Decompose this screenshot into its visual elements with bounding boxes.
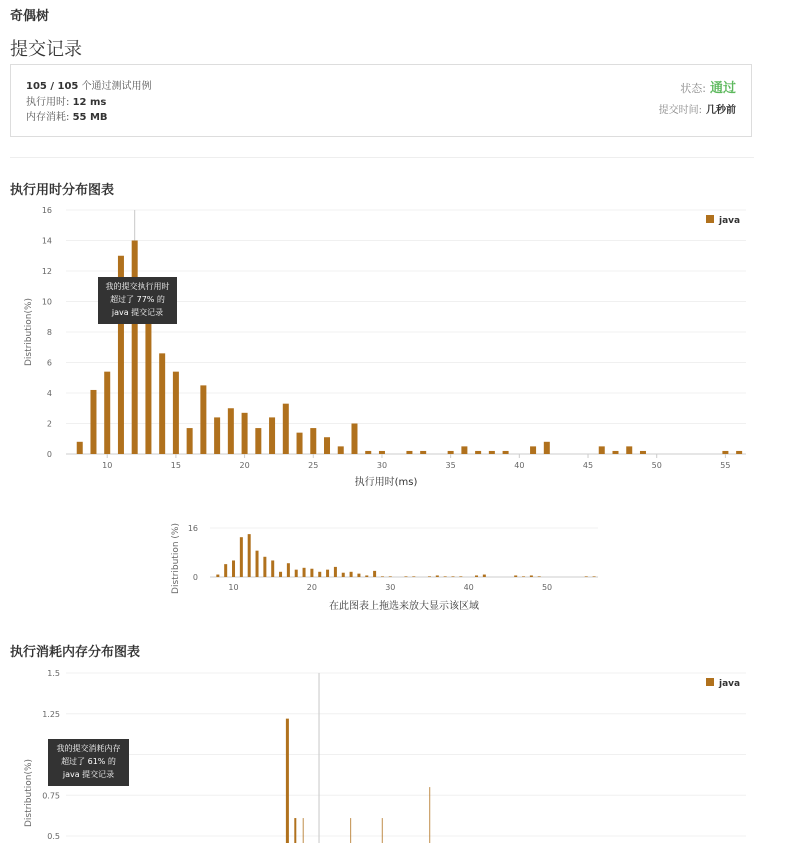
bar bbox=[436, 575, 439, 577]
memory-label: 内存消耗: bbox=[26, 112, 70, 123]
bar bbox=[334, 567, 337, 577]
submission-summary bbox=[10, 64, 752, 137]
x-tick-label: 25 bbox=[308, 461, 319, 470]
x-tick-label: 35 bbox=[445, 461, 456, 470]
runtime-tooltip-line: 超过了 77% 的 bbox=[110, 295, 165, 304]
x-tick-label: 55 bbox=[720, 461, 731, 470]
y-tick-label: 12 bbox=[41, 267, 52, 276]
bar bbox=[216, 575, 219, 577]
bar bbox=[404, 576, 407, 577]
memory-value: 55 MB bbox=[72, 112, 108, 123]
bar bbox=[318, 572, 321, 577]
bar bbox=[303, 568, 306, 577]
x-tick-label: 40 bbox=[514, 461, 525, 470]
bar bbox=[287, 563, 290, 577]
bar bbox=[389, 576, 392, 577]
bar bbox=[324, 437, 330, 454]
y-tick-label: 10 bbox=[41, 297, 52, 307]
bar bbox=[451, 576, 454, 577]
y-tick-label: 0 bbox=[46, 450, 52, 459]
y-tick-label: 8 bbox=[46, 328, 52, 337]
y-tick-label: 0.75 bbox=[42, 791, 60, 801]
bar bbox=[242, 413, 248, 454]
bar bbox=[475, 451, 481, 454]
memory-tooltip-line: 我的提交消耗内存 bbox=[56, 744, 121, 753]
runtime-tooltip-line: 我的提交执行用时 bbox=[105, 282, 170, 291]
bar bbox=[475, 575, 478, 577]
status-label: 状态: bbox=[680, 82, 706, 95]
bar bbox=[255, 428, 261, 454]
bar bbox=[350, 818, 351, 843]
bar bbox=[722, 451, 728, 454]
y-axis-label: Distribution(%) bbox=[24, 297, 34, 367]
bar bbox=[294, 818, 296, 843]
runtime-distribution-chart[interactable] bbox=[0, 200, 790, 500]
bar bbox=[461, 446, 467, 454]
bar bbox=[522, 576, 525, 577]
bar bbox=[286, 719, 289, 843]
bar bbox=[145, 323, 151, 454]
y-tick-label: 2 bbox=[46, 419, 52, 429]
x-tick-label: 45 bbox=[582, 461, 594, 470]
bar bbox=[599, 446, 605, 454]
bar bbox=[357, 574, 360, 577]
bar bbox=[530, 575, 533, 577]
runtime-tooltip bbox=[98, 277, 177, 324]
bar bbox=[444, 576, 447, 577]
bar bbox=[132, 241, 138, 455]
bar bbox=[228, 408, 234, 454]
divider bbox=[10, 157, 754, 158]
bar bbox=[626, 446, 632, 454]
y-tick-label: 6 bbox=[46, 358, 52, 368]
bar bbox=[382, 818, 383, 843]
bar bbox=[365, 451, 371, 454]
bar bbox=[240, 537, 243, 577]
memory-tooltip-line: java 提交记录 bbox=[62, 770, 115, 779]
y-tick-label: 1.25 bbox=[42, 709, 60, 719]
bar bbox=[159, 353, 165, 454]
x-tick-label: 15 bbox=[170, 461, 181, 470]
memory-tooltip bbox=[48, 739, 129, 786]
x-tick-label: 20 bbox=[306, 583, 317, 592]
bar bbox=[379, 451, 385, 454]
bar bbox=[612, 451, 618, 454]
x-tick-label: 20 bbox=[239, 461, 250, 470]
x-tick-label: 30 bbox=[376, 461, 388, 470]
x-tick-label: 50 bbox=[651, 461, 662, 470]
y-tick-label: 4 bbox=[46, 389, 52, 398]
bar bbox=[269, 417, 275, 454]
tests-suffix: 个通过测试用例 bbox=[81, 81, 152, 92]
bar bbox=[429, 787, 430, 843]
bar bbox=[593, 576, 596, 577]
bar bbox=[224, 564, 227, 577]
bar bbox=[104, 372, 110, 454]
bar bbox=[736, 451, 742, 454]
x-tick-label: 10 bbox=[228, 583, 239, 592]
bar bbox=[77, 442, 83, 454]
runtime-row bbox=[26, 93, 106, 108]
runtime-chart-title: 执行用时分布图表 bbox=[10, 183, 115, 198]
section-title: 提交记录 bbox=[10, 39, 82, 60]
bar bbox=[428, 576, 431, 577]
bar bbox=[279, 572, 282, 577]
bar bbox=[448, 451, 454, 454]
bar bbox=[214, 417, 220, 454]
bar bbox=[342, 573, 345, 577]
bar bbox=[489, 451, 495, 454]
y-tick-label: 16 bbox=[41, 206, 52, 215]
bar bbox=[351, 424, 357, 455]
bar bbox=[256, 551, 259, 577]
memory-tooltip-line: 超过了 61% 的 bbox=[61, 757, 116, 766]
bar bbox=[503, 451, 509, 454]
bar bbox=[338, 446, 344, 454]
bar bbox=[263, 557, 266, 577]
submit-time-row bbox=[659, 101, 736, 116]
status-row bbox=[680, 77, 736, 96]
bar bbox=[297, 433, 303, 454]
y-tick-label: 16 bbox=[187, 524, 198, 533]
legend-swatch bbox=[706, 678, 714, 686]
bar bbox=[538, 576, 541, 577]
legend-label: java bbox=[719, 679, 741, 689]
x-tick-label: 50 bbox=[541, 583, 553, 592]
submit-time-label: 提交时间: bbox=[658, 105, 702, 116]
x-tick-label: 10 bbox=[102, 461, 113, 470]
bar bbox=[412, 576, 415, 577]
legend-swatch bbox=[706, 215, 714, 223]
bar bbox=[173, 372, 179, 454]
bar bbox=[303, 818, 304, 843]
y-tick-label: 0.5 bbox=[47, 832, 60, 841]
bar bbox=[326, 570, 329, 577]
legend-label: java bbox=[719, 216, 741, 226]
bar bbox=[640, 451, 646, 454]
problem-title[interactable]: 奇偶树 bbox=[10, 9, 50, 24]
runtime-tooltip-line: java 提交记录 bbox=[111, 308, 164, 317]
bar bbox=[248, 534, 251, 577]
tests-passed: 105 / 105 bbox=[26, 81, 79, 92]
bar bbox=[530, 446, 536, 454]
runtime-label: 执行用时: bbox=[26, 97, 70, 108]
submit-time-value: 几秒前 bbox=[706, 105, 736, 116]
bar bbox=[310, 569, 313, 577]
bar bbox=[90, 390, 96, 454]
memory-row bbox=[26, 108, 108, 123]
bar bbox=[514, 575, 517, 577]
x-tick-label: 30 bbox=[385, 583, 396, 592]
bar bbox=[187, 428, 193, 454]
y-tick-label: 0 bbox=[192, 573, 198, 582]
y-axis-label: Distribution(%) bbox=[24, 758, 34, 828]
runtime-navigator-chart[interactable] bbox=[0, 510, 790, 610]
navigator-hint: 在此图表上拖选来放大显示该区域 bbox=[329, 601, 479, 612]
bar bbox=[310, 428, 316, 454]
bar bbox=[200, 385, 206, 454]
bar bbox=[381, 576, 384, 577]
y-tick-label: 14 bbox=[41, 236, 52, 246]
bar bbox=[365, 575, 368, 577]
y-axis-label: Distribution (%) bbox=[171, 523, 181, 594]
bar bbox=[232, 560, 235, 577]
bar bbox=[271, 560, 274, 577]
memory-chart-title: 执行消耗内存分布图表 bbox=[10, 645, 141, 660]
bar bbox=[283, 404, 289, 454]
bar bbox=[295, 570, 298, 577]
bar bbox=[420, 451, 426, 454]
bar bbox=[483, 575, 486, 577]
tests-row bbox=[26, 77, 152, 92]
bar bbox=[373, 571, 376, 577]
bar bbox=[406, 451, 412, 454]
y-tick-label: 1.5 bbox=[47, 669, 60, 678]
bar bbox=[350, 572, 353, 577]
x-axis-label: 执行用时(ms) bbox=[354, 477, 418, 488]
bar bbox=[459, 576, 462, 577]
x-tick-label: 40 bbox=[463, 583, 474, 592]
runtime-value: 12 ms bbox=[72, 97, 107, 108]
status-badge: 通过 bbox=[709, 81, 736, 96]
bar bbox=[585, 576, 588, 577]
bar bbox=[544, 442, 550, 454]
